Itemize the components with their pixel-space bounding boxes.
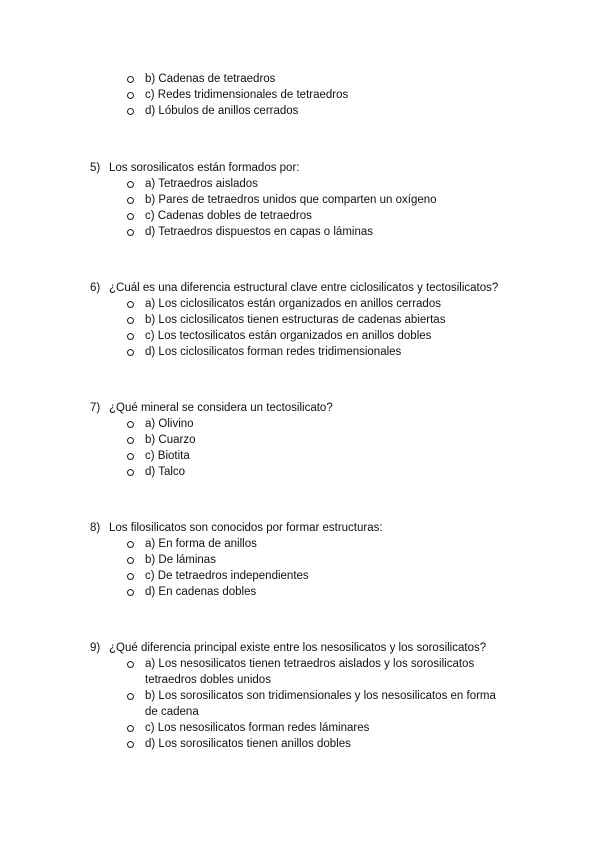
bullet-icon (127, 469, 134, 476)
question-number: 9) (90, 642, 101, 654)
option-text: b) De láminas (145, 554, 216, 566)
option-text: a) Los ciclosilicatos están organizados en anillos cerrados (145, 298, 441, 310)
bullet-icon (127, 333, 134, 340)
option-text: a) Tetraedros aislados (145, 178, 258, 190)
bullet-icon (127, 213, 134, 220)
bullet-icon (127, 437, 134, 444)
option-text: c) Cadenas dobles de tetraedros (145, 210, 312, 222)
option-text: c) Los nesosilicatos forman redes láminares (145, 722, 370, 734)
option-text-continuation: de cadena (145, 706, 199, 718)
question-text: Los filosilicatos son conocidos por formar estructuras: (109, 522, 383, 534)
bullet-icon (127, 76, 134, 83)
bullet-icon (127, 197, 134, 204)
question-text: ¿Qué mineral se considera un tectosilicato? (109, 402, 333, 414)
question-number: 7) (90, 402, 101, 414)
option-text: b) Los sorosilicatos son tridimensionales y los nesosilicatos en forma (145, 690, 496, 702)
option-text: c) Redes tridimensionales de tetraedros (145, 89, 349, 101)
option-text: a) Los nesosilicatos tienen tetraedros aislados y los sorosilicatos (145, 658, 475, 670)
option-text: c) Los tectosilicatos están organizados en anillos dobles (145, 330, 432, 342)
option-text: a) Olivino (145, 418, 194, 430)
question-number: 8) (90, 522, 101, 534)
question-text: Los sorosilicatos están formados por: (109, 162, 300, 174)
option-text: b) Cuarzo (145, 434, 196, 446)
bullet-icon (127, 453, 134, 460)
bullet-icon (127, 349, 134, 356)
option-text: b) Pares de tetraedros unidos que comparten un oxígeno (145, 194, 437, 206)
bullet-icon (127, 693, 134, 700)
option-text: b) Cadenas de tetraedros (145, 73, 276, 85)
bullet-icon (127, 108, 134, 115)
option-text: d) Talco (145, 466, 186, 478)
bullet-icon (127, 301, 134, 308)
option-text: a) En forma de anillos (145, 538, 257, 550)
bullet-icon (127, 589, 134, 596)
question-text: ¿Qué diferencia principal existe entre los nesosilicatos y los sorosilicatos? (109, 642, 487, 654)
bullet-icon (127, 557, 134, 564)
bullet-icon (127, 181, 134, 188)
option-text: d) Lóbulos de anillos cerrados (145, 105, 299, 117)
option-text: d) En cadenas dobles (145, 586, 257, 598)
option-text: d) Tetraedros dispuestos en capas o láminas (145, 226, 374, 238)
option-text: c) De tetraedros independientes (145, 570, 309, 582)
bullet-icon (127, 573, 134, 580)
question-number: 5) (90, 162, 101, 174)
option-text: d) Los ciclosilicatos forman redes tridimensionales (145, 346, 402, 358)
option-text: c) Biotita (145, 450, 190, 462)
option-text-continuation: tetraedros dobles unidos (145, 674, 271, 686)
bullet-icon (127, 229, 134, 236)
bullet-icon (127, 661, 134, 668)
bullet-icon (127, 741, 134, 748)
option-text: b) Los ciclosilicatos tienen estructuras de cadenas abiertas (145, 314, 446, 326)
bullet-icon (127, 421, 134, 428)
bullet-icon (127, 541, 134, 548)
bullet-icon (127, 317, 134, 324)
bullet-icon (127, 92, 134, 99)
question-number: 6) (90, 282, 101, 294)
bullet-icon (127, 725, 134, 732)
question-text: ¿Cuál es una diferencia estructural clave entre ciclosilicatos y tectosilicatos? (109, 282, 499, 294)
option-text: d) Los sorosilicatos tienen anillos dobles (145, 738, 351, 750)
